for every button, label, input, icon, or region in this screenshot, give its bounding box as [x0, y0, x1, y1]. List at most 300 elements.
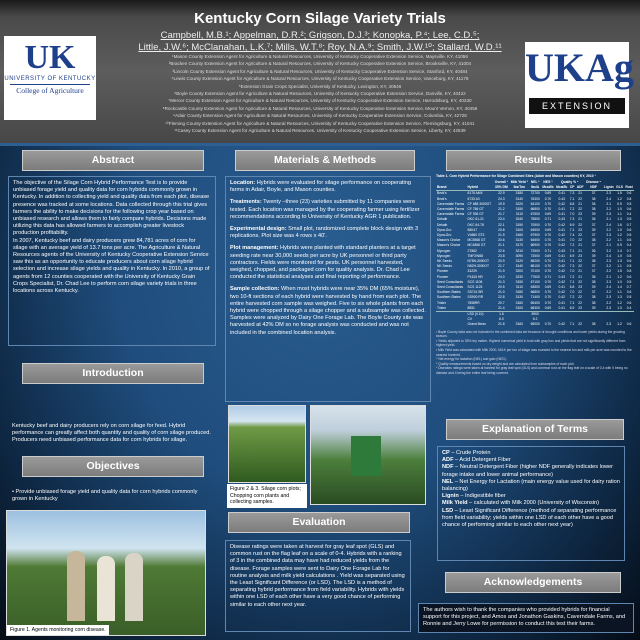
table-cell: 0.70 — [544, 259, 552, 264]
table-cell: 2.1 — [606, 274, 611, 279]
table-cell: 0.5 — [626, 279, 632, 284]
table-cell: 6.8 — [569, 201, 575, 206]
table-cell: 0.70 — [544, 279, 552, 284]
table-cell: 6.2 — [532, 317, 538, 322]
table-cell: 0.70 — [544, 322, 552, 327]
table-cell: V4660 GT3 — [467, 233, 485, 238]
table-cell: 1.0 — [617, 279, 622, 284]
term-label: ADF — [442, 457, 454, 464]
table-cell: 0.6 — [626, 300, 632, 305]
table-cell: 0.5 — [626, 295, 632, 300]
table-cell: CF 688 3000GT — [467, 201, 492, 206]
table-cell: 22 — [578, 290, 582, 295]
table-cell: 3140 — [515, 264, 523, 269]
table-cell: 3090 — [515, 253, 523, 258]
table-cell: 0.42 — [558, 233, 565, 238]
uk-logo-mark: UK — [24, 39, 76, 76]
table-cell: 22 — [578, 207, 582, 212]
table-cell: NK Seeds — [437, 264, 452, 269]
table-cell: CV — [467, 317, 473, 322]
column-header: Mcal/lb — [556, 185, 568, 190]
table-cell: N82H-3000GT — [467, 264, 489, 269]
person-figure — [97, 556, 115, 621]
table-cell: 0.6 — [626, 227, 632, 232]
table-cell: 0.41 — [558, 227, 565, 232]
table-cell: 3160 — [515, 322, 523, 327]
table-footnote: ⁶ Diseases ratings were taken at harvest for gray leaf spot (GLS) and common rust on the flag leaf on a scale of 0-4 with 0 being no disease and 4 being the entire leaf being covered. — [436, 366, 628, 376]
table-footnote: ² Yields adjusted to 35% dry matter. Highest numerical yield in bold with gray box and yields that are not significantly different from highest yield. — [436, 338, 626, 348]
table-cell: 0.70 — [544, 290, 552, 295]
table-cell: 66900 — [530, 243, 540, 248]
figure-2-photo — [228, 405, 306, 483]
table-cell: Beck's — [437, 191, 447, 196]
table-cell: 7.3 — [569, 217, 575, 222]
table-cell: 0.41 — [558, 300, 565, 305]
figure-1-photo — [6, 510, 206, 636]
table-cell: 0.7 — [626, 285, 632, 290]
table-cell: Seed Consultants — [437, 279, 464, 284]
table-cell: 38 — [591, 238, 596, 243]
table-cell: 0.70 — [544, 295, 552, 300]
table-cell: 0.5 — [626, 217, 632, 222]
table-cell: 38 — [591, 300, 596, 305]
methods-text — [225, 176, 431, 402]
table-cell: 2T862 — [467, 248, 477, 253]
table-cell: 3150 — [515, 279, 523, 284]
table-cell: 0.43 — [558, 248, 565, 253]
table-cell: 3120 — [515, 259, 523, 264]
table-cell: 3100 — [515, 227, 523, 232]
table-cell: 0.70 — [544, 269, 552, 274]
table-cell: 0.70 — [544, 207, 552, 212]
table-cell: 0.43 — [558, 217, 565, 222]
term-definition: – calculated with Milk 2000 (University of Wisconsin) — [467, 500, 599, 507]
table-cell: 24.3 — [498, 196, 505, 201]
table-cell: MC5568 GT — [467, 238, 486, 243]
column-header: ADF — [576, 185, 584, 190]
terms-text — [437, 446, 625, 561]
table-cell: Caverndale Farms — [437, 207, 465, 212]
uk-logo-college: College of Agriculture — [10, 84, 90, 95]
abstract-paragraph-2: In 2007, Kentucky beef and dairy producers grew 84,781 acres of corn for silage with an average yield of 13.7 tons per acre. The Agriculture & Natural Resources agents of the University of Kentucky Cooperative Extension Service saw this as an opportunity to educate producers about corn silage hybrid selection and increase silage yields and quality in Kentucky. In 2010, a group of agents from 12 counties cooperated with the University of Kentucky Grain Crops Specialist, Dr. Chad Lee to perform corn silage variety trials in three locations across Kentucky. — [13, 237, 210, 295]
table-cell: 2.3 — [606, 212, 611, 217]
table-cell: Beck's — [437, 196, 447, 201]
table-cell: 0.8 — [626, 196, 632, 201]
table-cell: 38 — [591, 279, 596, 284]
table-cell: 0.41 — [558, 238, 565, 243]
table-cell: 37 — [591, 269, 596, 274]
table-cell: 0.41 — [558, 259, 565, 264]
term-item — [442, 457, 620, 464]
objectives-text: • Provide unbiased forage yield and quality data for corn hybrids commonly grown in Kentucky — [12, 489, 198, 503]
methods-item — [230, 245, 426, 281]
table-cell: 0.5 — [626, 233, 632, 238]
table-cell: 0.6 — [626, 259, 632, 264]
table-cell: Seed Consultants — [437, 285, 464, 290]
term-label: Milk Yield — [442, 500, 468, 507]
table-cell: 7.2 — [569, 243, 575, 248]
methods-item-label: Location: — [230, 180, 256, 186]
table-cell: 0.43 — [558, 274, 565, 279]
affiliation-line: ⁴Lewis County Extension Agent for Agriculture & Natural Resources, University of Kentucky Cooperative Extension Service, Vanceburg, KY, 41179 — [171, 76, 469, 82]
table-cell: 1.0 — [617, 227, 622, 232]
table-cell: 1.2 — [617, 274, 622, 279]
table-cell: 2.4 — [606, 253, 611, 258]
table-cell: 38 — [591, 196, 596, 201]
table-cell: 0.71 — [544, 248, 552, 253]
table-cell: 0.8 — [626, 269, 632, 274]
table-cell: NK Seeds — [437, 259, 452, 264]
affiliation-line: ³Lincoln County Extension Agent for Agriculture & Natural Resources, University of Kentucky Cooperative Extension Service, Stanford, KY, 40484 — [172, 68, 468, 74]
table-cell: 0.42 — [558, 243, 565, 248]
table-cell: 0.41 — [558, 285, 565, 290]
table-cell: 0.41 — [558, 305, 565, 310]
table-cell: 3240 — [515, 217, 523, 222]
table-cell: 1.1 — [617, 238, 622, 243]
table-cell: 38 — [591, 259, 596, 264]
table-cell: 39 — [591, 227, 596, 232]
table-cell: 0.69 — [544, 212, 552, 217]
table-cell: 0.69 — [544, 253, 552, 258]
group-header: NEG ³ — [543, 180, 553, 184]
table-cell: Southern States — [437, 295, 461, 300]
table-cell: 39 — [591, 212, 596, 217]
table-cell: 69000 — [530, 322, 540, 327]
table-cell: 3130 — [515, 295, 523, 300]
table-cell: 22 — [578, 238, 582, 243]
table-cell: SCS 1125 — [467, 285, 483, 290]
table-cell: 37 — [591, 233, 596, 238]
table-cell: 65200 — [530, 259, 540, 264]
table-cell: 0.9 — [617, 201, 622, 206]
table-cell: 3140 — [515, 196, 523, 201]
table-cell: CF 936 GT — [467, 212, 484, 217]
table-cell: 2.2 — [606, 248, 611, 253]
table-cell: 0.70 — [544, 300, 552, 305]
affiliations — [120, 53, 520, 134]
table-cell: 21 — [578, 248, 582, 253]
ukag-logo-mark: UKAg — [525, 45, 634, 90]
table-cell: Southern States — [437, 290, 461, 295]
table-cell: 1.3 — [617, 217, 622, 222]
methods-item-label: Experimental design: — [230, 226, 287, 233]
table-cell: 0.6 — [626, 274, 632, 279]
table-cell: 1.0 — [617, 207, 622, 212]
affiliation-line: ⁸Rockcastle County Extension Agent for Agriculture & Natural Resources, University of Kentucky Cooperative Extension Service, Mount Vernon, KY, 40456 — [162, 105, 478, 111]
term-label: NEL — [442, 478, 454, 485]
table-cell: 0.42 — [558, 322, 565, 327]
table-cell: 0.4 — [626, 305, 632, 310]
table-cell: 70500 — [530, 222, 540, 227]
table-cell: 0.6 — [626, 238, 632, 243]
table-cell: 7.0 — [569, 212, 575, 217]
terms-heading: Explanation of Terms — [446, 419, 624, 440]
results-table-block — [436, 174, 634, 376]
table-cell: 2.3 — [606, 322, 611, 327]
table-cell: 1.3 — [617, 295, 622, 300]
table-cell: 21.9 — [498, 269, 505, 274]
results-heading: Results — [446, 150, 621, 171]
table-cell: 2.2 — [606, 264, 611, 269]
column-header: GLS — [616, 185, 623, 190]
table-cell: 0.41 — [558, 191, 565, 196]
table-cell: 7.4 — [569, 233, 575, 238]
affiliation-line: ¹Mason County Extension Agent for Agriculture & Natural Resources, University of Kentucky Cooperative Extension Service, Maysville, KY, 41056 — [172, 54, 468, 59]
table-cell: 0.43 — [558, 196, 565, 201]
table-cell: 0.69 — [544, 227, 552, 232]
table-cell: 0.42 — [558, 290, 565, 295]
table-cell: 2.2 — [606, 238, 611, 243]
table-cell: 3220 — [515, 201, 523, 206]
methods-heading: Materials & Methods — [235, 150, 415, 171]
table-cell: 2.3 — [606, 259, 611, 264]
table-cell: 21 — [578, 191, 582, 196]
term-definition: – Indigestible fiber — [458, 493, 506, 500]
table-cell: 20.5 — [498, 285, 505, 290]
table-cell: 0.42 — [558, 201, 565, 206]
table-cell: 5900 — [531, 312, 539, 317]
table-cell: Pioneer — [437, 274, 449, 279]
table-cell: 64500 — [530, 238, 540, 243]
table-cell: SCS 1106 — [467, 279, 483, 284]
table-cell: 3130 — [515, 238, 523, 243]
table-cell: 6175 AMX — [467, 191, 483, 196]
table-cell: 22.9 — [498, 191, 505, 196]
table-cell: 0.6 — [626, 290, 632, 295]
table-cell: 7.1 — [569, 227, 575, 232]
term-label: NDF — [442, 464, 454, 471]
term-definition: – Net Energy for Lactation (main energy value used for dairy ration balancing) — [442, 478, 620, 493]
table-cell: 2.4 — [606, 222, 611, 227]
methods-item — [230, 180, 426, 194]
table-cell: 0.69 — [544, 305, 552, 310]
table-footnote: ⁴ Net energy for lactation (NEL) and gain (NEG). — [436, 357, 507, 362]
table-cell: 7.1 — [569, 279, 575, 284]
table-cell: 21 — [578, 269, 582, 274]
table-cell: 64100 — [530, 201, 540, 206]
table-cell: 0.71 — [544, 274, 552, 279]
table-cell: 8851 — [467, 305, 475, 310]
table-cell: Dekalb — [437, 222, 448, 227]
table-cell: 0.7 — [626, 248, 632, 253]
table-cell: 23.8 — [498, 253, 505, 258]
table-cell: 7.0 — [569, 269, 575, 274]
table-cell: 67100 — [530, 279, 540, 284]
methods-item-text: When most hybrids were near 35% DM (65% moisture), two 10-ft sections of each hybrid were harvested by hand from each plot. The entire harvested corn sample was weighed. Five to six whole plants from each hybrid were chopped through a silage chopper and a subsample was collected. Samples were analyzed by Dairy One Forage Lab. The Boyle County site was harvested at 42% DM so no forage analysis was conducted and was not included in the combined location analysis. — [230, 286, 426, 336]
table-cell: 1.6 — [499, 312, 504, 317]
methods-item — [230, 226, 426, 240]
term-item — [442, 450, 620, 457]
table-cell: 0.69 — [544, 191, 552, 196]
table-cell: 39 — [591, 305, 596, 310]
table-cell: 23 — [578, 227, 582, 232]
table-cell — [436, 322, 467, 327]
table-cell: 22 — [578, 196, 582, 201]
table-cell: 21.3 — [498, 279, 505, 284]
table-cell: TMF2W88 — [467, 253, 483, 258]
table-cell: 3180 — [515, 290, 523, 295]
table-cell: 1.3 — [617, 259, 622, 264]
table-cell: 7.2 — [569, 274, 575, 279]
introduction-text: Kentucky beef and dairy producers rely on corn silage for feed. Hybrid performance can greatly affect both quantity and quality of corn silage produced. Producers need unbiased performance data for corn hybrids for silage. — [12, 423, 211, 444]
table-cell: SS900 RR — [467, 295, 484, 300]
term-item — [442, 464, 620, 478]
table-cell: 23.4 — [498, 217, 505, 222]
table-cell: 23 — [578, 285, 582, 290]
table-cell: 39 — [591, 285, 596, 290]
table-cell: 0.70 — [544, 264, 552, 269]
table-cell: 1.2 — [617, 322, 622, 327]
column-header: Rust — [625, 185, 633, 190]
table-cell: 67500 — [530, 212, 540, 217]
table-cell: 1.4 — [617, 248, 622, 253]
column-header: Hybrid — [467, 185, 478, 190]
table-cell: 1.0 — [617, 305, 622, 310]
figure-1-caption: Figure 1. Agents monitoring corn disease. — [7, 625, 109, 636]
table-cell: 0.70 — [544, 233, 552, 238]
table-cell: CF 786 GT — [467, 207, 484, 212]
group-header: Milk Yield ² — [510, 180, 528, 184]
table-cell: 0.6 — [626, 191, 632, 196]
table-cell: 22 — [578, 295, 582, 300]
table-cell: 0.41 — [558, 207, 565, 212]
table-cell: 66800 — [530, 290, 540, 295]
table-cell: 2.3 — [606, 305, 611, 310]
table-title: Table 1. Corn Hybrid Performance for Silage Combined Sites (Adair and Mason counties) KY, 2010 ¹ — [436, 174, 596, 178]
table-cell: 2.2 — [606, 290, 611, 295]
table-cell: 7.1 — [569, 300, 575, 305]
table-cell: 38 — [591, 207, 596, 212]
table-cell: 2.2 — [606, 207, 611, 212]
table-cell: 33Z29 — [467, 269, 477, 274]
table-cell: 73500 — [530, 253, 540, 258]
term-item — [442, 500, 620, 507]
table-cell: 38 — [591, 322, 596, 327]
table-cell: 2.3 — [606, 279, 611, 284]
table-cell: Mason's Choice — [437, 243, 461, 248]
table-cell: 1.5 — [617, 269, 622, 274]
table-cell: Caverndale Farms — [437, 201, 465, 206]
table-cell: 65400 — [530, 300, 540, 305]
table-cell: 3230 — [515, 274, 523, 279]
table-cell: DKC 64-78 — [467, 222, 484, 227]
table-cell: 1.6 — [617, 222, 622, 227]
affiliation-line: ¹¹Casey County Extension Agent for Agriculture & Natural Resources, University of Kentucky Cooperative Extension Service, Liberty, KY, 42539 — [174, 128, 466, 134]
group-header: NEL ³ — [530, 180, 540, 184]
table-cell: 21 — [578, 201, 582, 206]
table-cell: 66800 — [530, 207, 540, 212]
table-cell: Mycogen — [437, 253, 451, 258]
table-cell: 37 — [591, 191, 596, 196]
table-cell: 72500 — [530, 248, 540, 253]
table-cell: 22 — [578, 300, 582, 305]
table-cell: 3160 — [515, 300, 523, 305]
table-cell: 1.1 — [617, 264, 622, 269]
table-cell: 23 — [578, 253, 582, 258]
methods-item-label: Treatments: — [230, 199, 262, 206]
table-cell: 7.2 — [569, 295, 575, 300]
affiliation-line: ⁹Adair County Extension Agent for Agriculture & Natural Resources, University of Kentucky Cooperative Extension Service, Columbia, KY, 42728 — [173, 113, 467, 119]
figure-2-3-caption: Figure 2 & 3. Silage corn plots; Chopping corn plants and collecting samples. — [227, 484, 307, 508]
table-cell: 0.42 — [558, 295, 565, 300]
table-cell: 1.2 — [617, 233, 622, 238]
acknowledgements-heading: Acknowledgements — [445, 572, 621, 593]
table-cell: 1.4 — [617, 285, 622, 290]
table-cell: 2.1 — [606, 243, 611, 248]
table-cell: 0.70 — [544, 238, 552, 243]
affiliation-line: ²Bracken County Extension Agent for Agriculture & Natural Resources, University of Kentucky Cooperative Extension Service, Brooksville, KY, 41004 — [168, 61, 472, 67]
table-cell: 3150 — [515, 207, 523, 212]
affiliation-line: ⁷Mercer County Extension Agent for Agriculture & Natural Resources, University of Kentucky Cooperative Extension Service, Harrodsburg, KY, 40330 — [168, 98, 472, 104]
term-definition: – Neutral Detergent Fiber (higher NDF generally indicates lower forage intake and lower animal performance) — [442, 464, 613, 478]
table-cell: 37 — [591, 290, 596, 295]
acknowledgements-text: The authors wish to thank the companies who provided hybrids for financial support for this project, and Amos and Jonathon Gaskins, Caverndale Farms, and Ronnie and Jerry Lowe for permission to conduct this test their farms. — [418, 603, 634, 633]
table-cell: 3180 — [515, 191, 523, 196]
table-cell: 6.0 — [499, 317, 504, 322]
table-cell: 2.2 — [606, 300, 611, 305]
affiliation-line: ⁵Extension Grain Crops Specialist, University of Kentucky, Lexington, KY, 40546 — [238, 83, 402, 89]
person-figure — [67, 551, 85, 621]
table-cell: 0.5 — [626, 253, 632, 258]
table-cell: 22.6 — [498, 248, 505, 253]
methods-item-text: Small plot, randomized complete block design with 3 replications. Plot size was 4 rows x 40'. — [230, 226, 419, 240]
table-cell: 21.7 — [498, 212, 505, 217]
table-cell: 21.2 — [498, 207, 505, 212]
table-cell: MC4866 GT — [467, 243, 486, 248]
term-definition: – Acid Detergent Fiber — [453, 457, 511, 464]
table-cell: DKC 61-21 — [467, 217, 484, 222]
table-cell: 36 — [591, 248, 596, 253]
term-item — [442, 508, 620, 530]
table-cell: Grand Mean — [467, 322, 486, 327]
column-header: NDF — [590, 185, 597, 190]
table-cell: 1.1 — [617, 212, 622, 217]
uk-college-of-agriculture-logo — [4, 36, 96, 120]
table-cell: 1.2 — [617, 196, 622, 201]
table-cell: 3200 — [515, 269, 523, 274]
table-cell: 7858RR — [467, 300, 480, 305]
table-cell: 37 — [591, 264, 596, 269]
table-cell: Mason's Choice — [437, 238, 461, 243]
table-cell: 38 — [591, 295, 596, 300]
table-cell: 22.1 — [498, 222, 505, 227]
table-cell: 0.41 — [558, 212, 565, 217]
table-cell: 0.41 — [558, 253, 565, 258]
table-cell: 6.8 — [569, 285, 575, 290]
table-cell: 0.42 — [558, 279, 565, 284]
results-table — [436, 180, 634, 328]
table-cell: 39 — [591, 253, 596, 258]
table-cell: 3210 — [515, 248, 523, 253]
table-cell: 67900 — [530, 233, 540, 238]
introduction-heading: Introduction — [22, 363, 204, 384]
authors-line-2: Little, J.W.⁶; McClanahan, L.K.⁷; Mills, W.T.⁸; Roy, N.A.⁹; Smith, J.W.¹⁰; Stallard, W.D.¹¹ — [138, 42, 502, 53]
table-cell: 3170 — [515, 243, 523, 248]
table-cell: P1615 HR — [467, 274, 483, 279]
table-cell: 3190 — [515, 222, 523, 227]
table-cell: 0.4 — [626, 212, 632, 217]
table-cell: 6733 A3 — [467, 196, 480, 201]
table-cell: Dekalb — [437, 217, 448, 222]
table-cell: 2.1 — [606, 217, 611, 222]
table-footnote: ⁵ Quality measurements based on dry weight and are calculated from subsamples of each plot. — [436, 361, 575, 366]
table-cell: 0.70 — [544, 222, 552, 227]
table-cell: 21 — [578, 243, 582, 248]
affiliation-line: ⁶Boyle County Extension Agent for Agriculture & Natural Resources, University of Kentucky Cooperative Extension Service, Danville, KY, 40422 — [174, 91, 466, 97]
table-cell: 2.2 — [606, 269, 611, 274]
table-cell: 0.5 — [626, 264, 632, 269]
table-cell: 6.9 — [569, 253, 575, 258]
